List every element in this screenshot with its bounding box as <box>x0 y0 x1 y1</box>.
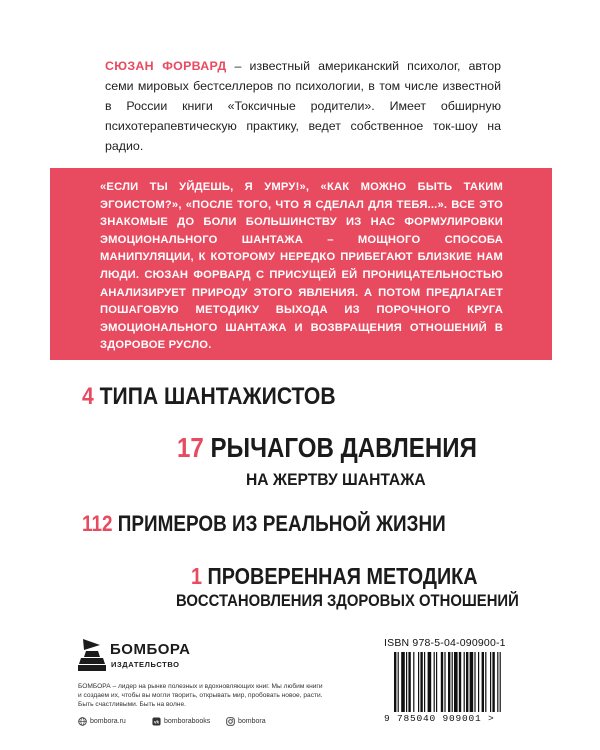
publisher-socials <box>78 717 328 729</box>
stat-method-sub: ВОССТАНОВЛЕНИЯ ЗДОРОВЫХ ОТНОШЕНИЙ <box>176 592 519 610</box>
publisher-about: БОМБОРА – лидер на рынке полезных и вдохновляющих книг. Мы любим книги и создаем их, чтобы вы могли творить, открывать мир, пробовать новое, расти. Быть счастливыми. Быть на волне. <box>78 683 323 708</box>
publisher-subtitle: ИЗДАТЕЛЬСТВО <box>111 660 180 669</box>
social-site[interactable] <box>78 717 126 726</box>
social-label: bombora.ru <box>90 718 126 725</box>
stat-number: 17 <box>177 432 204 463</box>
stat-examples <box>82 511 446 537</box>
stat-levers <box>177 432 477 464</box>
stat-number: 1 <box>191 563 203 589</box>
blurb-band <box>50 168 552 360</box>
barcode-icon <box>394 652 540 712</box>
vk-icon <box>152 717 161 726</box>
stat-label: ПРОВЕРЕННАЯ МЕТОДИКА <box>207 563 478 589</box>
stat-levers-sub: НА ЖЕРТВУ ШАНТАЖА <box>246 470 426 489</box>
social-vk[interactable] <box>152 717 210 726</box>
author-bio <box>105 56 501 156</box>
stat-number: 112 <box>82 511 113 536</box>
stat-method <box>191 563 478 590</box>
stat-types <box>82 383 336 411</box>
barcode-digits: 9 785040 909001 > <box>384 713 495 724</box>
back-cover <box>50 0 552 750</box>
globe-icon <box>78 717 87 726</box>
social-label: bombora <box>238 718 266 725</box>
blurb-text: «ЕСЛИ ТЫ УЙДЕШЬ, Я УМРУ!», «КАК МОЖНО БЫТЬ ТАКИМ ЭГОИСТОМ?», «ПОСЛЕ ТОГО, ЧТО Я СДЕЛАЛ ДЛЯ ТЕБЯ...». ВСЕ ЭТО ЗНАКОМЫЕ ДО БОЛИ БОЛЬШИНСТВУ ИЗ НАС ФОРМУЛИРОВКИ ЭМОЦИОНАЛЬНОГО ШАНТАЖА – МОЩНОГО СПОСОБА МАНИПУЛЯЦИИ, К КОТОРОМУ НЕРЕДКО ПРИБЕГАЮТ БЛИЗКИЕ НАМ ЛЮДИ. СЮЗАН ФОРВАРД С ПРИСУЩЕЙ ЕЙ ПРОНИЦАТЕЛЬНОСТЬЮ АНАЛИЗИРУЕТ ПРИРОДУ ЭТОГО ЯВЛЕНИЯ. А ПОТОМ ПРЕДЛАГАЕТ ПОШАГОВУЮ МЕТОДИКУ ВЫХОДА ИЗ ПОРОЧНОГО КРУГА ЭМОЦИОНАЛЬНОГО ШАНТАЖА И ВОЗВРАЩЕНИЯ ОТНОШЕНИЙ В ЗДОРОВОЕ РУСЛО. <box>100 181 503 352</box>
stat-label: ТИПА ШАНТАЖИСТОВ <box>99 383 336 410</box>
instagram-icon <box>226 717 235 726</box>
isbn-label: ISBN 978-5-04-090900-1 <box>384 637 506 649</box>
social-instagram[interactable] <box>226 717 266 726</box>
author-name: СЮЗАН ФОРВАРД <box>105 59 227 74</box>
stat-number: 4 <box>82 383 94 410</box>
stat-label: ПРИМЕРОВ ИЗ РЕАЛЬНОЙ ЖИЗНИ <box>117 511 446 536</box>
svg-text:vk: vk <box>153 719 160 725</box>
author-bio-text: – известный американский психолог, автор семи мировых бестселлеров по психологии, в том числе известной в России книги «Токсичные родители». Имеет обширную психотерапевтическую практику, ведет собственное ток-шоу на радио. <box>105 59 502 154</box>
bombora-logo-icon <box>78 637 106 673</box>
social-label: bomborabooks <box>164 718 211 725</box>
publisher-logo <box>78 637 238 679</box>
barcode-panel <box>382 636 550 728</box>
stat-label: РЫЧАГОВ ДАВЛЕНИЯ <box>210 432 477 463</box>
publisher-name: БОМБОРА <box>110 641 191 658</box>
